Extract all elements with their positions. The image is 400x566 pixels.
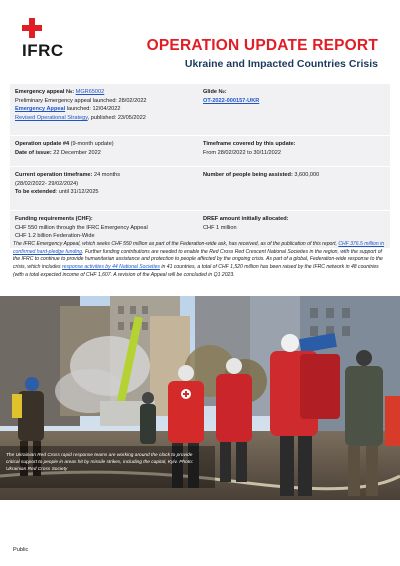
paragraph-text-2: . Further funding contributions are needed to enable the Red Cross Red Crescent National Societies in the region, with the support of the IFRC to continue to provide humanitarian assistance and protection to people affected by the ongoing crisis. As part of a global, Federation-wide response to the crisis, which includes xyxy=(13,248,383,271)
people-label: Number of people being assisted: xyxy=(203,172,293,178)
summary-paragraph xyxy=(13,241,389,280)
funding-line1: CHF 550 million through the IFRC Emergency Appeal xyxy=(15,224,148,231)
op-update-label: Operation update #4 xyxy=(15,141,70,147)
op-timeframe-cell xyxy=(15,171,197,206)
people-value: 3,600,000 xyxy=(292,172,320,178)
info-row-appeal xyxy=(10,84,390,136)
appeal-cell xyxy=(15,88,197,131)
op-timeframe-range: (28/02/2022- 29/02/2024) xyxy=(15,180,79,187)
response-activities-link[interactable]: response activities by 44 National Societies xyxy=(61,264,160,271)
extended-label: To be extended xyxy=(15,189,56,196)
op-update-cell xyxy=(15,140,197,162)
op-timeframe-label: Current operation timeframe: xyxy=(15,172,93,178)
glide-cell xyxy=(197,88,385,131)
funding-pledge-link[interactable]: CHF 376.5 million in confirmed hard-pledge funding xyxy=(13,241,385,255)
report-subtitle: Ukraine and Impacted Countries Crisis xyxy=(184,58,378,70)
timeframe-update-cell xyxy=(197,140,385,162)
date-issue-value: 22 December 2022 xyxy=(51,149,101,156)
timeframe-update-value: From 28/02/2022 to 30/11/2022 xyxy=(203,149,281,156)
revised-strategy-link[interactable]: Revised Operational Strategy xyxy=(15,114,88,121)
paragraph-text-1: The IFRC Emergency Appeal, which seeks CHF 550 million as part of the Federation-wide ask, has received, as of the publication of this report, xyxy=(13,241,339,247)
report-title: OPERATION UPDATE REPORT xyxy=(146,37,378,54)
funding-line2: CHF 1.2 billion Federation-Wide xyxy=(15,233,95,240)
appeal-code-link[interactable]: MGR65002 xyxy=(75,89,105,95)
date-issue-label: Date of issue: xyxy=(15,149,52,156)
funding-label: Funding requirements (CHF): xyxy=(15,216,93,222)
paragraph-text-3: in 41 countries, a total of CHF 1,520 million has been raised by the IFRC network in 48 countries (with a total expected income of CHF 1,607. A revision of the Appeal will be concluded in Q1 2023. xyxy=(13,264,379,278)
info-row-timeframe xyxy=(10,167,390,211)
extended-value: : until 31/12/2025 xyxy=(55,189,99,196)
people-cell xyxy=(197,171,385,206)
timeframe-update-label: Timeframe covered by this update: xyxy=(203,141,296,147)
preliminary-appeal: Preliminary Emergency appeal launched: 28/02/2022 xyxy=(15,97,147,104)
appeal-label: Emergency appeal №: xyxy=(15,89,75,95)
funding-cell xyxy=(15,215,197,244)
red-cross-icon xyxy=(22,18,42,38)
red-crescent-icon xyxy=(45,18,65,38)
op-update-months: (9-month update) xyxy=(69,141,114,147)
photo-caption: The Ukrainian Red Cross rapid response teams are working around the clock to provide critical support to people in areas hit by missile strikes, including the capital, Kyiv. Photo: Ukrainian Red Cross Society xyxy=(6,453,194,472)
ifrc-logo xyxy=(22,18,82,66)
op-timeframe-value: 24 months xyxy=(92,172,121,178)
info-row-operation xyxy=(10,136,390,167)
dref-value: CHF 1 million xyxy=(203,224,237,231)
emergency-appeal-link[interactable]: Emergency Appeal xyxy=(15,106,66,113)
dref-label: DREF amount initially allocated: xyxy=(203,216,289,222)
dref-cell xyxy=(197,215,385,244)
footer-classification: Public xyxy=(13,547,29,553)
revised-strategy-published: , published: 23/05/2022 xyxy=(87,114,146,121)
emergency-appeal-launched: launched: 12/04/2022 xyxy=(65,106,121,113)
info-table xyxy=(10,84,390,248)
glide-label: Glide №: xyxy=(203,89,227,95)
glide-link[interactable]: OT-2022-000157-UKR xyxy=(203,97,260,104)
logo-text: IFRC xyxy=(22,41,64,60)
